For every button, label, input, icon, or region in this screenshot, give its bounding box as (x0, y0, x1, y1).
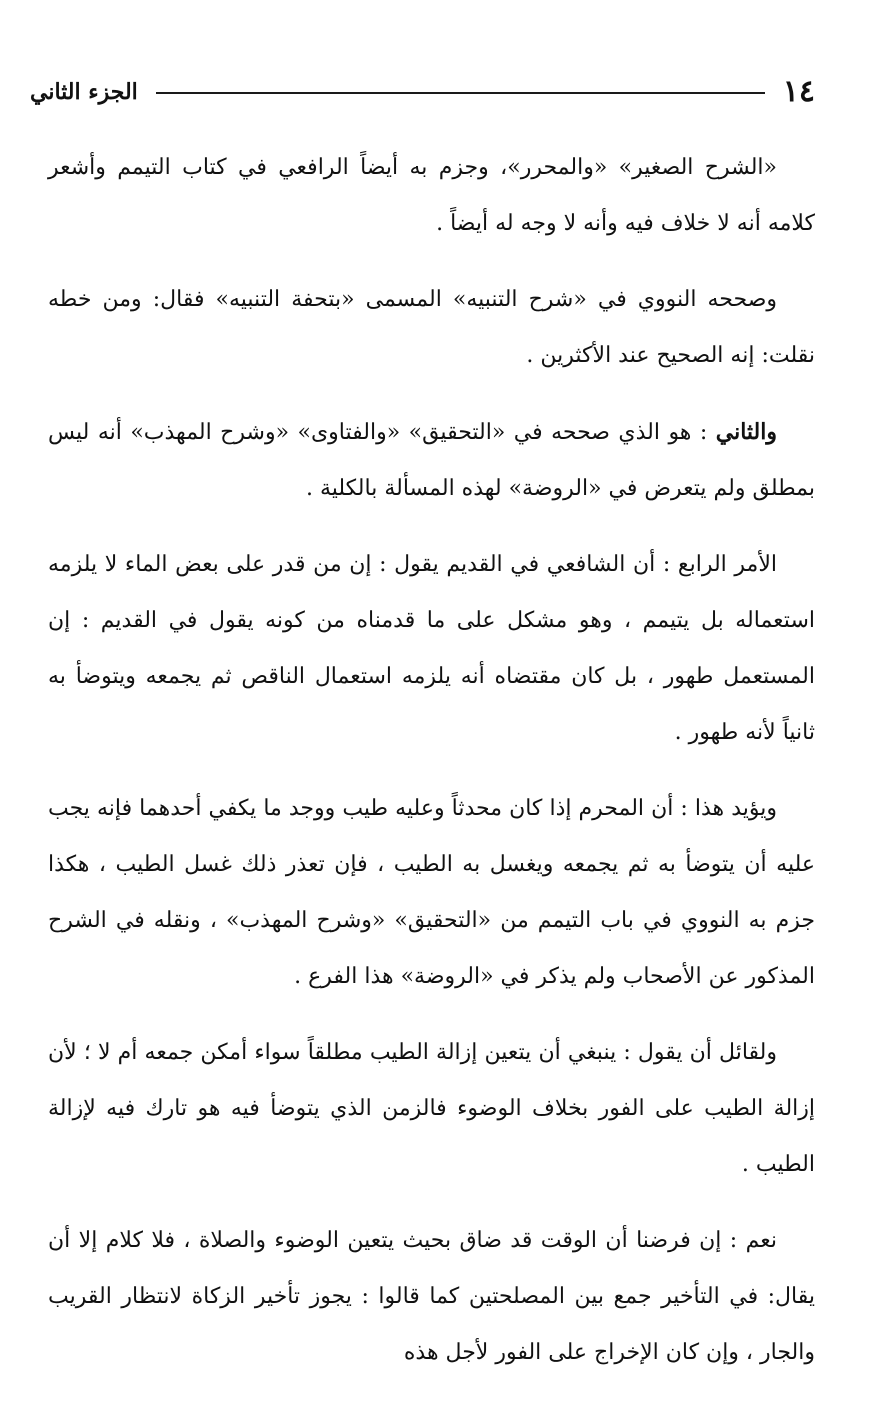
paragraph-text: وصححه النووي في «شرح التنبيه» المسمى «بتحفة التنبيه» فقال: ومن خطه نقلت: إنه الصحيح عند الأكثرين . (48, 287, 815, 368)
paragraph-text: ويؤيد هذا : أن المحرم إذا كان محدثاً وعليه طيب ووجد ما يكفي أحدهما فإنه يجب عليه أن يتوضأ به ثم يجمعه ويغسل به الطيب ، فإن تعذر ذلك غسل الطيب ، هكذا جزم به النووي في باب التيمم من «التحقيق» «وشرح المهذب» ، ونقله في الشرح المذكور عن الأصحاب ولم يذكر في «الروضة» هذا الفرع . (48, 796, 815, 989)
paragraph-text: الأمر الرابع : أن الشافعي في القديم يقول : إن من قدر على بعض الماء لا يلزمه استعماله بل يتيمم ، وهو مشكل على ما قدمناه من كونه يقول في القديم : إن المستعمل طهور ، بل كان مقتضاه أنه يلزمه استعمال الناقص ثم يجمعه ويتوضأ به ثانياً لأنه طهور . (48, 552, 815, 745)
paragraph-text: ولقائل أن يقول : ينبغي أن يتعين إزالة الطيب مطلقاً سواء أمكن جمعه أم لا ؛ لأن إزالة الطيب على الفور بخلاف الوضوء فالزمن الذي يتوضأ فيه هو تارك فيه لإزالة الطيب . (48, 1040, 815, 1177)
paragraph-text: نعم : إن فرضنا أن الوقت قد ضاق بحيث يتعين الوضوء والصلاة ، فلا كلام إلا أن يقال: في التأخير جمع بين المصلحتين كما قالوا : يجوز تأخير الزكاة لانتظار القريب والجار ، وإن كان الإخراج على الفور لأجل هذه (48, 1228, 815, 1365)
paragraph-text: : هو الذي صححه في «التحقيق» «والفتاوى» «وشرح المهذب» أنه ليس بمطلق ولم يتعرض في «الروضة» لهذه المسألة بالكلية . (48, 420, 815, 501)
paragraph-text: «الشرح الصغير» «والمحرر»، وجزم به أيضاً الرافعي في كتاب التيمم وأشعر كلامه أنه لا خلاف فيه وأنه لا وجه له أيضاً . (48, 155, 815, 236)
paragraph (48, 781, 815, 1005)
paragraph (48, 1025, 815, 1193)
paragraph (48, 1213, 815, 1381)
part-title: الجزء الثاني (30, 79, 138, 105)
running-header (30, 72, 815, 112)
paragraph (48, 140, 815, 252)
paragraph-lead: والثاني (715, 419, 777, 445)
page-number: ١٤ (782, 74, 815, 109)
body-text (48, 140, 815, 1401)
paragraph (48, 537, 815, 761)
paragraph (48, 404, 815, 517)
paragraph (48, 272, 815, 384)
header-rule (156, 92, 765, 94)
